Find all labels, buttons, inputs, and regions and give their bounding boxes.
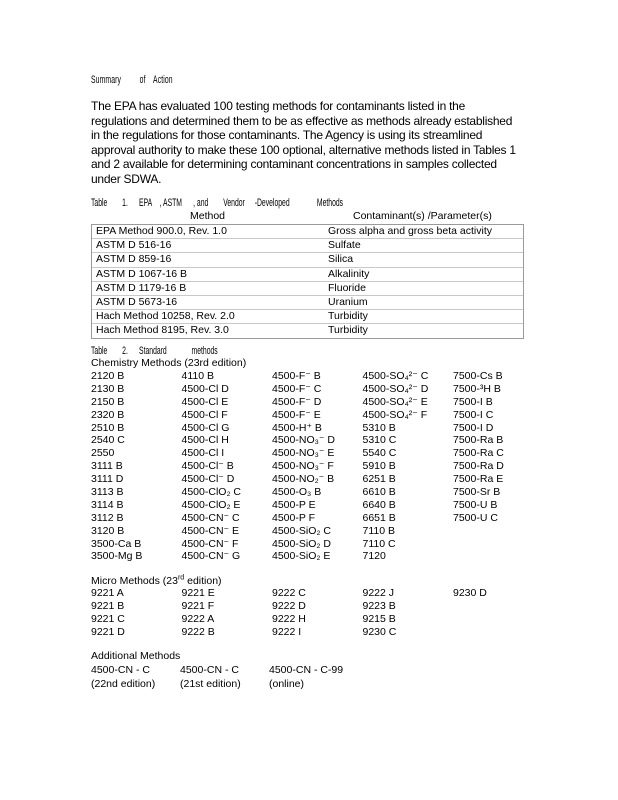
method-cell: ASTM D 516-16: [96, 239, 172, 252]
method-code: (22nd edition): [91, 678, 156, 690]
method-code: 9222 H: [272, 612, 306, 625]
method-code: 2540 C: [91, 434, 125, 447]
method-code: 4500-CN - C: [180, 664, 239, 676]
contaminant-cell: Alkalinity: [328, 267, 370, 280]
grid-row: [91, 587, 544, 600]
table-row: [92, 267, 523, 281]
method-code: 5910 B: [362, 460, 396, 473]
contaminant-cell: Turbidity: [328, 310, 368, 323]
method-code: [453, 525, 544, 538]
method-code: 3112 B: [91, 511, 124, 524]
method-code: 5310 C: [362, 434, 397, 447]
method-code: 3113 B: [91, 486, 124, 499]
method-code: 2130 B: [91, 382, 125, 395]
table-row: [92, 295, 523, 309]
method-code: 4500-Cl⁻ D: [181, 473, 235, 486]
method-code: 7500-Sr B: [453, 486, 501, 499]
method-code: 4500-Cl⁻ B: [181, 460, 234, 473]
method-code: 4500-NO₃⁻ F: [272, 460, 334, 473]
grid-row: [91, 422, 544, 435]
grid-row: [91, 512, 544, 525]
contaminant-cell: Turbidity: [328, 324, 368, 337]
method-code: 4500-Cl G: [181, 421, 230, 434]
method-code: 4500-Cl D: [181, 382, 229, 395]
method-code: 9221 E: [181, 587, 215, 599]
grid-row: [91, 370, 544, 383]
method-code: 7500-Ra D: [453, 460, 504, 473]
caption-word: Standard: [139, 345, 167, 357]
grid-row: [91, 550, 544, 563]
method-code: 4500-SiO₂ C: [272, 524, 331, 537]
method-code: 9221 B: [91, 599, 125, 612]
method-code: 3111 B: [91, 460, 123, 473]
method-code: 4500-P F: [272, 511, 315, 524]
summary-heading: [91, 74, 173, 86]
method-code: 4500-F⁻ D: [272, 395, 322, 408]
method-code: (online): [269, 678, 305, 690]
method-code: 2510 B: [91, 421, 125, 434]
method-code: 4500-Cl F: [181, 408, 228, 421]
contaminant-cell: Uranium: [328, 295, 368, 308]
method-code: 9230 D: [453, 587, 487, 599]
method-code: 4500-NO₃⁻ D: [272, 434, 335, 447]
method-code: 6610 B: [362, 486, 396, 499]
heading-word: Summary: [91, 74, 122, 86]
grid-row: [91, 600, 544, 613]
method-code: 9221 D: [91, 625, 125, 638]
table1-header-method: Method: [190, 210, 226, 222]
method-code: 4500-SO₄²⁻ E: [362, 395, 428, 408]
method-code: 4500-Cl E: [181, 395, 229, 408]
method-code: 7500-I C: [453, 408, 494, 421]
method-code: 4500-NO₃⁻ E: [272, 447, 335, 460]
table1-body: [91, 224, 524, 339]
method-code: 7500-I B: [453, 395, 493, 408]
method-code: (21st edition): [180, 678, 241, 690]
method-cell: ASTM D 1067-16 B: [96, 267, 188, 280]
caption-word: Table: [91, 345, 108, 357]
method-code: 2150 B: [91, 395, 125, 408]
additional-methods-grid: [91, 663, 358, 691]
caption-word: , and: [193, 197, 209, 209]
grid-row: [91, 663, 358, 677]
table-row: [92, 252, 523, 266]
method-code: 7500-U C: [453, 511, 498, 524]
grid-row: [91, 383, 544, 396]
method-code: 4500-SO₄²⁻ C: [362, 370, 429, 382]
method-cell: EPA Method 900.0, Rev. 1.0: [96, 225, 227, 237]
micro-methods-grid: [91, 587, 544, 639]
method-code: 7500-³H B: [453, 382, 501, 395]
method-code: 9230 C: [362, 625, 397, 638]
caption-word: Vendor: [223, 197, 245, 209]
method-code: 4500-SO₄²⁻ D: [362, 382, 429, 395]
caption-word: Table: [91, 197, 108, 209]
method-code: 4500-SO₄²⁻ F: [362, 408, 428, 421]
method-code: 4500-O₃ B: [272, 486, 322, 499]
method-code: 3114 B: [91, 498, 124, 511]
method-code: 9222 J: [362, 587, 395, 599]
method-code: 9221 F: [181, 599, 215, 612]
method-code: 4500-CN⁻ C: [181, 511, 240, 524]
method-code: 7110 C: [362, 537, 396, 550]
method-code: 9222 B: [181, 625, 215, 638]
caption-word: methods: [191, 345, 218, 357]
method-code: 9221 C: [91, 612, 125, 625]
method-code: 4500-P E: [272, 498, 316, 511]
grid-row: [91, 409, 544, 422]
method-code: 7500-I D: [453, 421, 494, 434]
method-code: 3500-Ca B: [91, 537, 142, 550]
method-code: 6251 B: [362, 473, 396, 486]
additional-methods-title: Additional Methods: [91, 650, 181, 662]
method-code: 7500-Ra E: [453, 473, 504, 486]
contaminant-cell: Sulfate: [328, 239, 361, 252]
table1-caption: [91, 197, 343, 209]
method-code: 3500-Mg B: [91, 550, 143, 563]
method-cell: ASTM D 5673-16: [96, 295, 178, 308]
heading-word: of: [139, 74, 146, 86]
method-code: 9222 I: [272, 625, 302, 638]
method-cell: Hach Method 10258, Rev. 2.0: [96, 310, 235, 323]
method-code: [453, 538, 544, 551]
grid-row: [91, 396, 544, 409]
grid-row: [91, 486, 544, 499]
method-code: 4110 B: [181, 370, 214, 382]
heading-word: Action: [153, 74, 173, 86]
grid-row: [91, 677, 358, 691]
method-code: 4500-CN⁻ E: [181, 524, 239, 537]
micro-methods-title: Micro Methods (23rd edition): [91, 574, 222, 587]
method-code: 4500-Cl I: [181, 447, 225, 460]
method-code: 7500-U B: [453, 498, 498, 511]
method-code: 9222 D: [272, 599, 306, 612]
method-code: 9215 B: [362, 612, 396, 625]
grid-row: [91, 626, 544, 639]
contaminant-cell: Silica: [328, 253, 354, 266]
method-code: 4500-CN⁻ G: [181, 550, 241, 563]
method-cell: ASTM D 1179-16 B: [96, 281, 187, 294]
method-code: 7500-Ra C: [453, 447, 504, 460]
method-code: 5310 B: [362, 421, 396, 434]
caption-word: -Developed: [254, 197, 290, 209]
table1-header: [91, 209, 524, 224]
method-code: 9222 C: [272, 587, 306, 599]
method-code: 4500-F⁻ E: [272, 408, 321, 421]
grid-row: [91, 525, 544, 538]
method-code: 4500-CN⁻ F: [181, 537, 239, 550]
table1: [91, 209, 524, 339]
method-code: 4500-SiO₂ E: [272, 550, 331, 563]
method-cell: ASTM D 859-16: [96, 253, 172, 266]
chemistry-methods-title: Chemistry Methods (23rd edition): [91, 357, 247, 369]
method-code: 4500-F⁻ C: [272, 382, 322, 395]
table-row: [92, 225, 523, 238]
method-code: 2320 B: [91, 408, 125, 421]
table-row: [92, 323, 523, 337]
method-code: 9222 A: [181, 612, 215, 625]
method-code: 3111 D: [91, 473, 124, 486]
method-code: 3120 B: [91, 524, 125, 537]
grid-row: [91, 473, 544, 486]
table-row: [92, 309, 523, 323]
method-code: [453, 626, 544, 639]
chemistry-methods-grid: [91, 370, 544, 563]
method-code: 2550: [91, 447, 115, 460]
method-code: 4500-ClO₂ C: [181, 486, 242, 499]
grid-row: [91, 613, 544, 626]
method-code: [453, 550, 544, 563]
method-code: 9221 A: [91, 587, 124, 599]
method-code: 6640 B: [362, 498, 396, 511]
table2-caption: [91, 345, 218, 357]
method-code: 4500-SiO₂ D: [272, 537, 331, 550]
method-code: 4500-H⁺ B: [272, 421, 322, 434]
method-code: 4500-F⁻ B: [272, 370, 321, 382]
grid-row: [91, 434, 544, 447]
table-row: [92, 281, 523, 295]
table1-header-contaminant: Contaminant(s) /Parameter(s): [353, 210, 492, 222]
contaminant-cell: Gross alpha and gross beta activity: [328, 225, 493, 237]
summary-paragraph: The EPA has evaluated 100 testing methods for contaminants listed in the regulations and determined them to be as effective as methods already established in the regulations for those contaminants. The Agency is using its streamlined approval authority to make these 100 optional, alternative methods listed in Tables 1 and 2 available for determining contaminant concentrations in samples collected under SDWA.: [91, 99, 516, 186]
caption-word: EPA: [139, 197, 153, 209]
method-code: 7500-Cs B: [453, 370, 503, 382]
method-code: 5540 C: [362, 447, 397, 460]
method-code: 4500-Cl H: [181, 434, 229, 447]
caption-word: 2.: [122, 345, 128, 357]
method-code: 7110 B: [362, 524, 395, 537]
grid-row: [91, 460, 544, 473]
method-code: 6651 B: [362, 511, 396, 524]
method-cell: Hach Method 8195, Rev. 3.0: [96, 324, 229, 337]
method-code: 4500-NO₂⁻ B: [272, 473, 335, 486]
caption-word: 1.: [122, 197, 128, 209]
method-code: 9223 B: [362, 599, 396, 612]
method-code: 4500-CN - C: [91, 664, 150, 676]
grid-row: [91, 499, 544, 512]
caption-word: Methods: [316, 197, 344, 209]
method-code: 2120 B: [91, 370, 125, 382]
contaminant-cell: Fluoride: [328, 281, 366, 294]
method-code: 7500-Ra B: [453, 434, 504, 447]
method-code: 4500-ClO₂ E: [181, 498, 241, 511]
caption-word: , ASTM: [159, 197, 182, 209]
method-code: 4500-CN - C-99: [269, 664, 344, 676]
method-code: 7120: [362, 550, 386, 563]
grid-row: [91, 447, 544, 460]
grid-row: [91, 538, 544, 551]
table-row: [92, 238, 523, 252]
method-code: [453, 613, 544, 626]
method-code: [453, 600, 544, 613]
